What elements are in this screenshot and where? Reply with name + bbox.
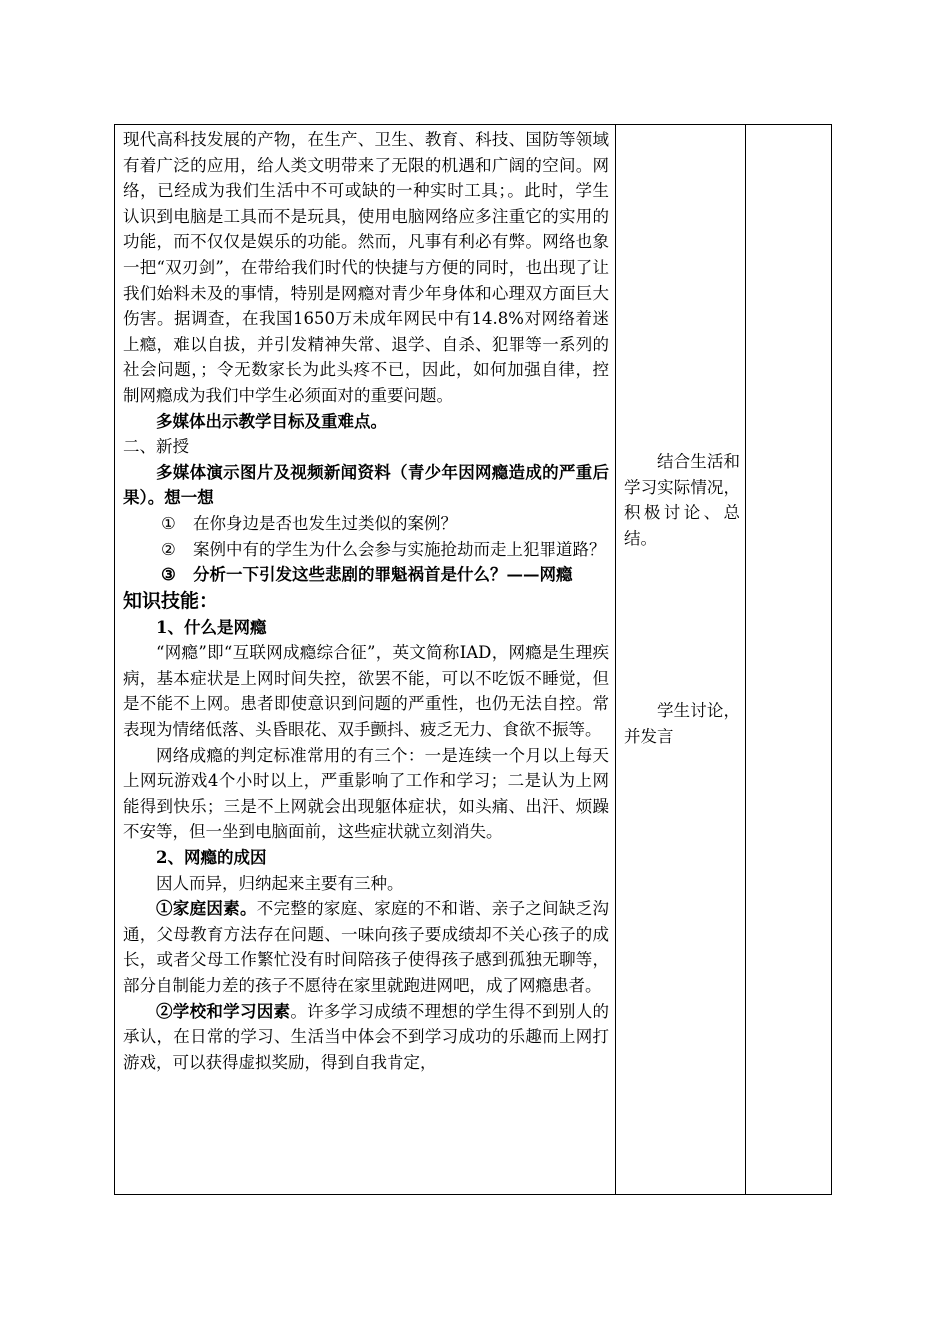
question-number: ① [161, 513, 176, 533]
question-item [123, 562, 609, 588]
section1-heading: 1、什么是网瘾 [156, 617, 267, 637]
activity-note-1-text: 结合生活和学习实际情况，积极讨论、总结。 [624, 452, 740, 548]
section1-paragraph-2: 网络成瘾的判定标准常用的有三个：一是连续一个月以上每天上网玩游戏4个小时以上，严重影响了工作和学习；二是认为上网能得到快乐；三是不上网就会出现躯体症状，如头痛、出汗、烦躁不安等，但一坐到电脑面前，这些症状就立刻消失。 [123, 745, 609, 842]
activity-note-2-text: 学生讨论，并发言 [624, 701, 740, 746]
question-text: 在你身边是否也发生过类似的案例？ [193, 513, 457, 533]
section2-intro: 因人而异，归纳起来主要有三种。 [156, 873, 404, 893]
lesson-plan-table [114, 124, 832, 1195]
cause-family-label: ①家庭因素。 [156, 899, 257, 919]
question-item [123, 511, 609, 537]
remarks-column [746, 125, 833, 1194]
teaching-content-column [115, 125, 616, 1194]
question-number: ② [161, 539, 176, 559]
question-text: 分析一下引发这些悲剧的罪魁祸首是什么？——网瘾 [193, 565, 573, 585]
student-activity-column [616, 125, 746, 1194]
section1-paragraph-1: “网瘾”即“互联网成瘾综合征”，英文简称IAD，网瘾是生理疾病，基本症状是上网时间失控，欲罢不能，可以不吃饭不睡觉，但是不能不上网。患者即使意识到问题的严重性，也仍无法自控。常表现为情绪低落、头昏眼花、双手颤抖、疲乏无力、食欲不振等。 [123, 643, 609, 740]
multimedia-line: 多媒体演示图片及视频新闻资料（青少年因网瘾造成的严重后果）。想一想 [123, 462, 609, 508]
cause-school-label: ②学校和学习因素 [156, 1001, 291, 1021]
cause-school [123, 999, 609, 1076]
new-lesson-heading: 二、新授 [123, 437, 189, 457]
objectives-line: 多媒体出示教学目标及重难点。 [156, 411, 387, 431]
cause-school-text: 。许多学习成绩不理想的学生得不到别人的承认，在日常的学习、生活当中体会不到学习成功的乐趣而上网打游戏，可以获得虚拟奖励，得到自我肯定， [123, 1001, 610, 1072]
activity-note-1 [624, 449, 740, 551]
intro-paragraph: 现代高科技发展的产物，在生产、卫生、教育、科技、国防等领域有着广泛的应用，给人类文明带来了无限的机遇和广阔的空间。网络，已经成为我们生活中不可或缺的一种实时工具；。此时，学生认识到电脑是工具而不是玩具，使用电脑网络应多注重它的实用的功能，而不仅仅是娱乐的功能。然而，凡事有利必有弊。网络也象一把“双刃剑”，在带给我们时代的快捷与方便的同时，也出现了让我们始料未及的事情，特别是网瘾对青少年身体和心理双方面巨大伤害。据调查，在我国1650万未成年网民中有14.8%对网络着迷上瘾，难以自拔，并引发精神失常、退学、自杀、犯罪等一系列的社会问题，；令无数家长为此头疼不已，因此，如何加强自律，控制网瘾成为我们中学生必须面对的重要问题。 [123, 130, 609, 405]
question-item [123, 537, 609, 563]
question-number: ③ [161, 565, 176, 585]
question-text: 案例中有的学生为什么会参与实施抢劫而走上犯罪道路？ [193, 539, 606, 559]
cause-family-text: 不完整的家庭、家庭的不和谐、亲子之间缺乏沟通，父母教育方法存在问题、一味向孩子要成绩却不关心孩子的成长，或者父母工作繁忙没有时间陪孩子使得孩子感到孤独无聊等，部分自制能力差的孩子不愿待在家里就跑进网吧，成了网瘾患者。 [123, 899, 610, 995]
activity-note-2 [624, 698, 740, 749]
knowledge-heading: 知识技能： [123, 589, 219, 612]
cause-family [123, 896, 609, 998]
section2-heading: 2、网瘾的成因 [156, 848, 267, 868]
